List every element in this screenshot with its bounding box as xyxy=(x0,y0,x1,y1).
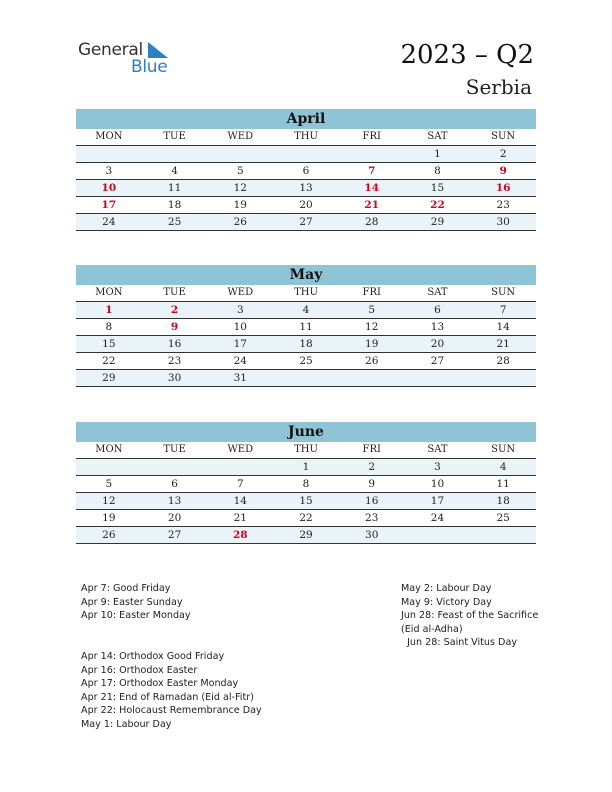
day-cell xyxy=(273,370,339,386)
weekday-label: THU xyxy=(294,444,318,455)
day-cell: 15 xyxy=(299,495,313,507)
week-row xyxy=(76,459,536,476)
day-cell: 25 xyxy=(167,216,182,228)
month-header: May xyxy=(76,265,536,285)
day-cell: 30 xyxy=(167,372,182,384)
day-cell: 4 xyxy=(302,304,310,316)
day-cell: 21 xyxy=(233,512,247,524)
day-cell: 26 xyxy=(102,529,116,541)
weekday-label: SUN xyxy=(491,287,516,298)
day-cell xyxy=(273,146,339,162)
week-row xyxy=(76,214,536,231)
day-cell: 12 xyxy=(102,495,116,507)
day-cell: 24 xyxy=(233,355,247,367)
day-cell xyxy=(405,527,471,543)
logo-triangle-icon xyxy=(148,42,168,58)
holiday-notes-col1 xyxy=(81,582,191,623)
day-cell: 11 xyxy=(299,321,313,333)
day-cell: 17 xyxy=(233,338,247,350)
day-cell: 30 xyxy=(496,216,510,228)
holiday-day-cell: 1 xyxy=(105,304,113,316)
holiday-notes-col2 xyxy=(401,582,538,650)
day-cell: 14 xyxy=(233,495,247,507)
weekday-header-row xyxy=(76,129,536,146)
weekday-label: WED xyxy=(227,131,254,142)
holiday-note: Apr 21: End of Ramadan (Eid al-Fitr) xyxy=(81,691,254,703)
holiday-day-cell: 17 xyxy=(101,199,117,211)
weekday-label: THU xyxy=(294,287,318,298)
day-cell: 20 xyxy=(299,199,313,211)
weekday-label: FRI xyxy=(362,287,381,298)
weekday-label: TUE xyxy=(163,444,186,455)
day-cell: 24 xyxy=(102,216,116,228)
day-cell: 6 xyxy=(302,165,310,177)
day-cell: 20 xyxy=(430,338,445,350)
day-cell xyxy=(470,527,536,543)
day-cell xyxy=(76,459,142,475)
weekday-label: FRI xyxy=(362,444,381,455)
month-header: April xyxy=(76,109,536,129)
day-cell: 13 xyxy=(167,495,182,507)
day-cell: 3 xyxy=(434,461,441,473)
holiday-note: Apr 9: Easter Sunday xyxy=(81,596,183,608)
day-cell: 7 xyxy=(236,478,244,490)
day-cell xyxy=(142,459,208,475)
page-title: 2023 – Q2 xyxy=(400,40,534,70)
week-row xyxy=(76,336,536,353)
day-cell: 28 xyxy=(365,216,379,228)
holiday-day-cell: 22 xyxy=(430,199,445,211)
day-cell: 8 xyxy=(434,165,441,177)
weekday-label: MON xyxy=(95,287,123,298)
holiday-note: Apr 17: Orthodox Easter Monday xyxy=(81,678,239,689)
week-row xyxy=(76,353,536,370)
day-cell: 22 xyxy=(299,512,313,524)
day-cell: 26 xyxy=(233,216,247,228)
holiday-day-cell: 2 xyxy=(170,304,179,316)
day-cell: 13 xyxy=(299,182,313,194)
weekday-label: SAT xyxy=(427,287,448,298)
day-cell xyxy=(76,146,142,162)
holiday-note: Apr 16: Orthodox Easter xyxy=(81,664,198,676)
day-cell: 21 xyxy=(496,338,510,350)
day-cell: 23 xyxy=(496,199,510,211)
day-cell: 3 xyxy=(236,304,244,316)
day-cell: 15 xyxy=(102,338,116,350)
day-cell: 14 xyxy=(496,321,510,333)
day-cell: 8 xyxy=(302,478,310,490)
weekday-label: TUE xyxy=(163,131,186,142)
holiday-day-cell: 14 xyxy=(364,182,380,194)
holiday-day-cell: 10 xyxy=(101,182,117,194)
holiday-note: May 9: Victory Day xyxy=(401,596,492,608)
day-cell: 7 xyxy=(499,304,507,316)
day-cell: 15 xyxy=(430,182,445,194)
day-cell: 31 xyxy=(233,372,247,384)
day-cell: 23 xyxy=(167,355,182,367)
day-cell: 19 xyxy=(102,512,116,524)
day-cell xyxy=(207,146,273,162)
day-cell: 18 xyxy=(167,199,182,211)
day-cell: 18 xyxy=(299,338,313,350)
weekday-header-row xyxy=(76,285,536,302)
holiday-day-cell: 9 xyxy=(170,321,179,333)
day-cell: 4 xyxy=(499,461,507,473)
day-cell: 12 xyxy=(365,321,379,333)
holiday-day-cell: 7 xyxy=(368,165,376,177)
weekday-label: MON xyxy=(95,131,123,142)
holiday-day-cell: 21 xyxy=(364,199,380,211)
day-cell: 5 xyxy=(105,478,113,490)
day-cell xyxy=(405,370,471,386)
day-cell: 25 xyxy=(496,512,510,524)
holiday-note: May 2: Labour Day xyxy=(401,583,492,594)
weekday-label: WED xyxy=(227,444,254,455)
holiday-notes-col1b xyxy=(81,650,262,731)
week-row xyxy=(76,163,536,180)
month-may xyxy=(76,265,536,387)
brand-logo xyxy=(78,40,178,80)
day-cell: 26 xyxy=(365,355,379,367)
weekday-label: FRI xyxy=(362,131,381,142)
day-cell: 25 xyxy=(299,355,313,367)
weekday-label: SAT xyxy=(427,444,448,455)
day-cell: 8 xyxy=(105,321,113,333)
weekday-label: MON xyxy=(95,444,123,455)
day-cell: 27 xyxy=(299,216,313,228)
day-cell: 5 xyxy=(236,165,244,177)
day-cell: 1 xyxy=(434,148,441,160)
day-cell: 16 xyxy=(167,338,182,350)
holiday-note: (Eid al-Adha) xyxy=(401,623,463,635)
holiday-note: Jun 28: Saint Vitus Day xyxy=(401,637,518,648)
day-cell: 5 xyxy=(368,304,376,316)
week-row xyxy=(76,493,536,510)
holiday-note: Jun 28: Feast of the Sacrifice xyxy=(401,610,539,621)
day-cell: 10 xyxy=(430,478,445,490)
weekday-label: THU xyxy=(294,131,318,142)
country-name: Serbia xyxy=(465,75,532,99)
day-cell: 29 xyxy=(430,216,445,228)
day-cell: 2 xyxy=(499,148,507,160)
day-cell: 22 xyxy=(102,355,116,367)
day-cell: 30 xyxy=(365,529,379,541)
day-cell: 4 xyxy=(171,165,178,177)
holiday-note: May 1: Labour Day xyxy=(81,718,172,730)
logo-text-blue: Blue xyxy=(131,57,168,77)
day-cell: 11 xyxy=(167,182,182,194)
day-cell xyxy=(142,146,208,162)
weekday-label: WED xyxy=(227,287,254,298)
logo-text-general: General xyxy=(78,40,143,60)
week-row xyxy=(76,146,536,163)
week-row xyxy=(76,197,536,214)
weekday-label: SUN xyxy=(491,444,516,455)
month-header: June xyxy=(76,422,536,442)
week-row xyxy=(76,319,536,336)
day-cell: 13 xyxy=(430,321,445,333)
weekday-label: TUE xyxy=(163,287,186,298)
day-cell: 11 xyxy=(496,478,510,490)
day-cell: 27 xyxy=(430,355,445,367)
week-row xyxy=(76,527,536,544)
holiday-day-cell: 28 xyxy=(232,529,248,541)
day-cell: 20 xyxy=(167,512,182,524)
holiday-day-cell: 9 xyxy=(499,165,507,177)
day-cell xyxy=(339,146,405,162)
week-row xyxy=(76,180,536,197)
week-row xyxy=(76,510,536,527)
month-june xyxy=(76,422,536,544)
day-cell: 19 xyxy=(233,199,247,211)
day-cell: 10 xyxy=(233,321,247,333)
day-cell: 9 xyxy=(368,478,376,490)
day-cell: 2 xyxy=(368,461,376,473)
day-cell: 3 xyxy=(105,165,113,177)
day-cell: 16 xyxy=(365,495,379,507)
day-cell: 18 xyxy=(496,495,510,507)
day-cell xyxy=(207,459,273,475)
holiday-note: Apr 10: Easter Monday xyxy=(81,610,191,621)
holiday-note: Apr 7: Good Friday xyxy=(81,583,171,594)
day-cell: 6 xyxy=(434,304,441,316)
weekday-label: SAT xyxy=(427,131,448,142)
week-row xyxy=(76,476,536,493)
week-row xyxy=(76,370,536,387)
day-cell: 12 xyxy=(233,182,247,194)
holiday-day-cell: 16 xyxy=(495,182,511,194)
day-cell: 28 xyxy=(496,355,510,367)
day-cell xyxy=(339,370,405,386)
day-cell: 23 xyxy=(365,512,379,524)
day-cell: 27 xyxy=(167,529,182,541)
day-cell: 1 xyxy=(302,461,310,473)
day-cell: 6 xyxy=(171,478,178,490)
weekday-label: SUN xyxy=(491,131,516,142)
month-april xyxy=(76,109,536,231)
day-cell: 29 xyxy=(299,529,313,541)
day-cell: 17 xyxy=(430,495,445,507)
week-row xyxy=(76,302,536,319)
day-cell: 29 xyxy=(102,372,116,384)
holiday-note: Apr 14: Orthodox Good Friday xyxy=(81,651,225,662)
weekday-header-row xyxy=(76,442,536,459)
holiday-note: Apr 22: Holocaust Remembrance Day xyxy=(81,705,262,716)
day-cell xyxy=(470,370,536,386)
day-cell: 24 xyxy=(430,512,445,524)
day-cell: 19 xyxy=(365,338,379,350)
